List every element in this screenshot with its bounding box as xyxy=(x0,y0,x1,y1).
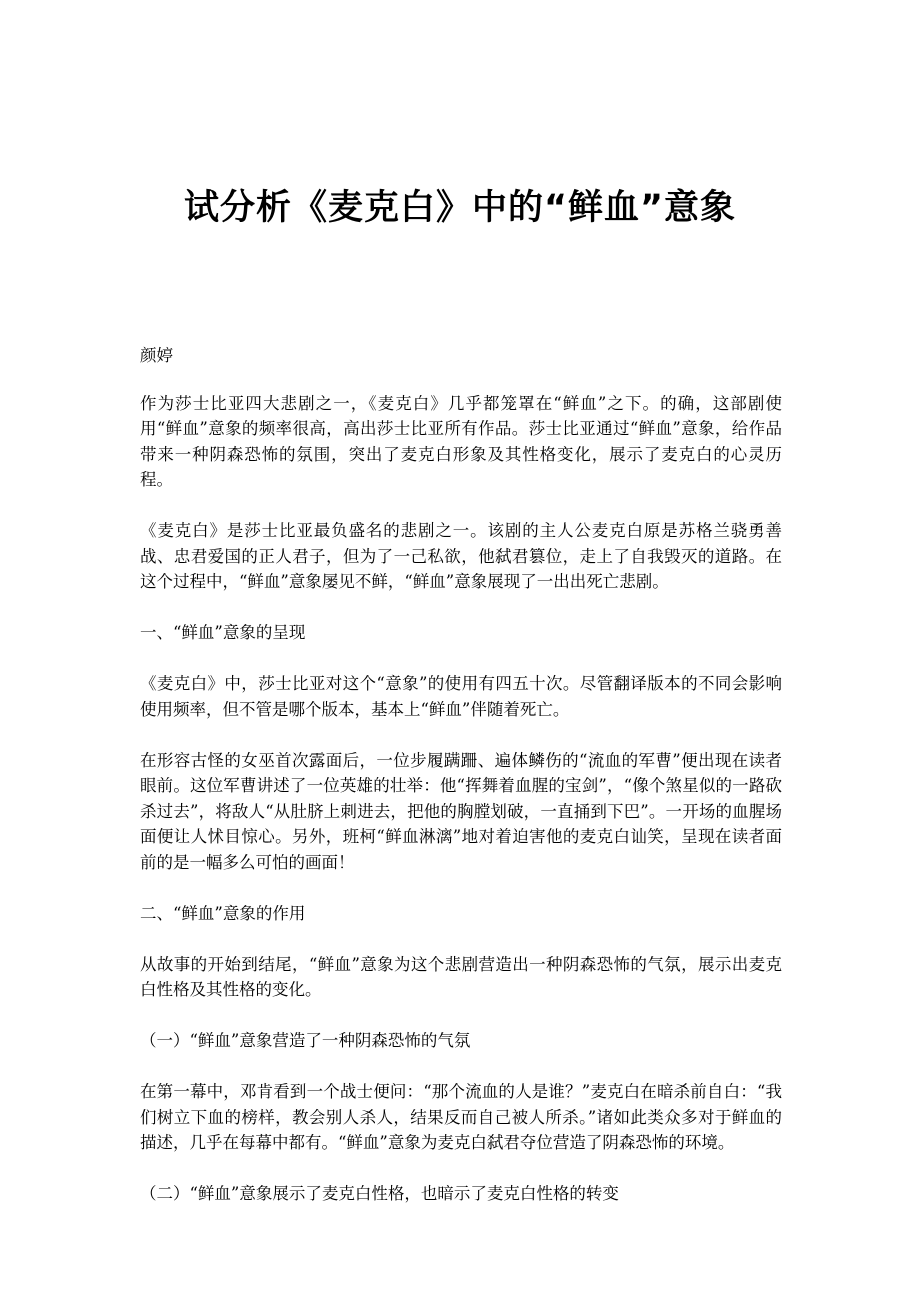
paragraph-atmosphere: 在第一幕中，邓肯看到一个战士便问：“那个流血的人是谁？”麦克白在暗杀前自白：“我们树立下血的榜样，教会别人杀人，结果反而自己被人所杀。”诸如此类众多对于鲜血的描述，几乎在每幕中都有。“鲜血”意象为麦克白弑君夺位营造了阴森恐怖的环境。 xyxy=(140,1082,782,1152)
subsection-heading-1: （一）“鲜血”意象营造了一种阴森恐怖的气氛 xyxy=(140,1031,471,1050)
section-heading-2: 二、“鲜血”意象的作用 xyxy=(140,903,306,923)
author-name: 颜婷 xyxy=(140,346,173,365)
paragraph-background: 《麦克白》是莎士比亚最负盛名的悲剧之一。该剧的主人公麦克白原是苏格兰骁勇善战、忠君爱国的正人君子，但为了一己私欲，他弑君篡位，走上了自我毁灭的道路。在这个过程中，“鲜血”意象屡见不鲜，“鲜血”意象展现了一出出死亡悲剧。 xyxy=(140,521,782,591)
paragraph-frequency: 《麦克白》中，莎士比亚对这个“意象”的使用有四五十次。尽管翻译版本的不同会影响使用频率，但不管是哪个版本，基本上“鲜血”伴随着死亡。 xyxy=(140,674,782,719)
paragraph-sergeant: 在形容古怪的女巫首次露面后，一位步履蹒跚、遍体鳞伤的“流血的军曹”便出现在读者眼前。这位军曹讲述了一位英雄的壮举：他“挥舞着血腥的宝剑”，“像个煞星似的一路砍杀过去”，将敌人“从肚脐上刺进去，把他的胸膛划破，一直捅到下巴”。一开场的血腥场面便让人怵目惊心。另外，班柯“鲜血淋漓”地对着迫害他的麦克白讪笑，呈现在读者面前的是一幅多么可怕的画面！ xyxy=(140,750,782,872)
section-heading-1: 一、“鲜血”意象的呈现 xyxy=(140,623,306,642)
document-body xyxy=(140,343,782,1232)
paragraph-intro: 作为莎士比亚四大悲剧之一，《麦克白》几乎都笼罩在“鲜血”之下。的确，这部剧使用“鲜血”意象的频率很高，高出莎士比亚所有作品。莎士比亚通过“鲜血”意象，给作品带来一种阴森恐怖的氛围，突出了麦克白形象及其性格变化，展示了麦克白的心灵历程。 xyxy=(140,393,782,489)
document-title: 试分析《麦克白》中的“鲜血”意象 xyxy=(183,188,736,228)
subsection-heading-2: （二）“鲜血”意象展示了麦克白性格，也暗示了麦克白性格的转变 xyxy=(140,1184,619,1203)
paragraph-function: 从故事的开始到结尾，“鲜血”意象为这个悲剧营造出一种阴森恐怖的气氛，展示出麦克白性格及其性格的变化。 xyxy=(140,954,782,999)
